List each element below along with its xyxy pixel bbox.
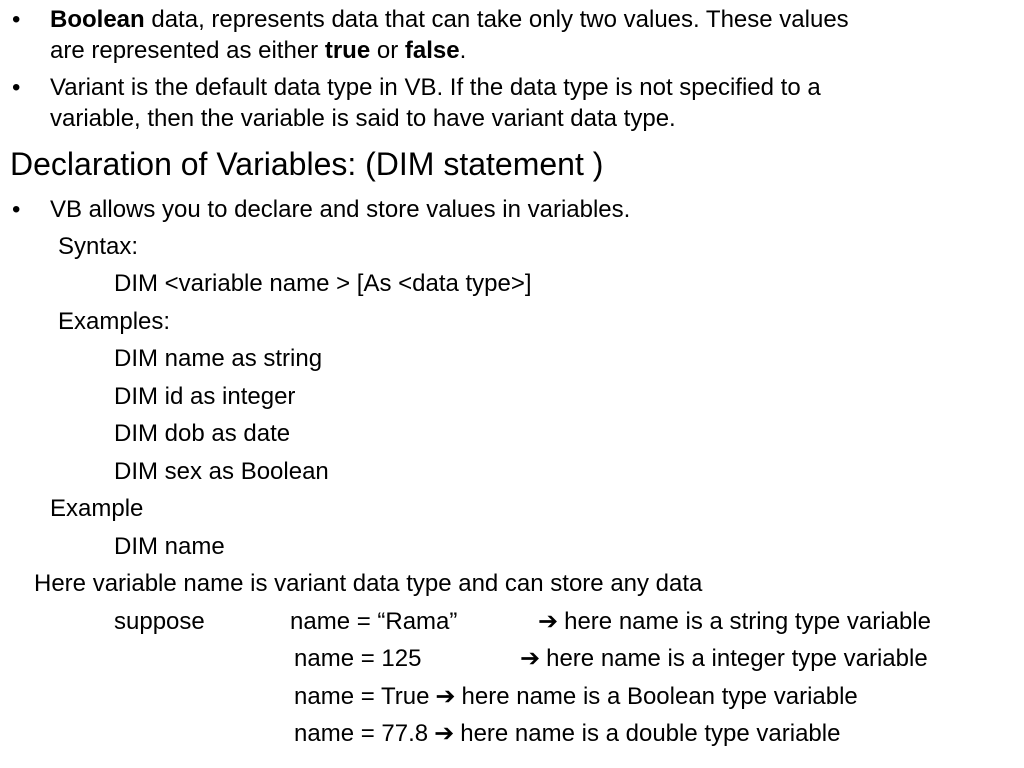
case-code: name = 77.8 [294,720,429,747]
arrow-right-icon: ➔ [434,720,455,747]
case-note-text: here name is a string type variable [564,608,931,635]
bullet-1-text-2: are represented as either [50,37,325,64]
case-code: name = 125 [294,645,422,672]
example-code-line: DIM name [114,533,225,560]
bullet-1-text-3: or [370,37,405,64]
syntax-line: DIM <variable name > [As <data type>] [114,270,532,297]
suppose-label: suppose [114,608,205,635]
case-note-text: here name is a Boolean type variable [461,683,858,710]
section-heading: Declaration of Variables: (DIM statement ) [10,146,604,182]
bullet-1-line-2 [50,35,466,67]
bullet-1-line-1 [50,4,849,36]
arrow-right-icon: ➔ [538,608,559,635]
bullet-1-text: data, represents data that can take only two values. These values [144,6,849,33]
keyword-false: false [404,37,460,64]
bullet-mark: • [12,6,21,33]
keyword-true: true [324,37,371,64]
explanation-line: Here variable name is variant data type and can store any data [34,570,703,597]
bullet-1-text-4: . [459,37,467,64]
examples-label: Examples: [58,308,171,335]
case-note-text: here name is a double type variable [460,720,841,747]
case-note-text: here name is a integer type variable [546,645,928,672]
case-row [294,718,840,750]
syntax-label: Syntax: [58,233,139,260]
bullet-2-line-2: variable, then the variable is said to have variant data type. [50,105,676,132]
case-code: name = “Rama” [290,608,458,635]
case-note [532,606,931,638]
bullet-2-line-1: Variant is the default data type in VB. If the data type is not specified to a [50,74,821,101]
keyword-boolean: Boolean [50,6,145,33]
arrow-right-icon: ➔ [520,645,541,672]
bullet-3-line-1: VB allows you to declare and store values in variables. [50,196,631,223]
example-line: DIM sex as Boolean [114,458,329,485]
bullet-mark: • [12,74,21,101]
bullet-mark: • [12,196,21,223]
example-label: Example [50,495,144,522]
example-line: DIM name as string [114,345,323,372]
case-code: name = True [294,683,430,710]
example-line: DIM dob as date [114,420,291,447]
case-row [294,681,858,713]
case-note [514,643,928,675]
example-line: DIM id as integer [114,383,296,410]
arrow-right-icon: ➔ [435,683,456,710]
